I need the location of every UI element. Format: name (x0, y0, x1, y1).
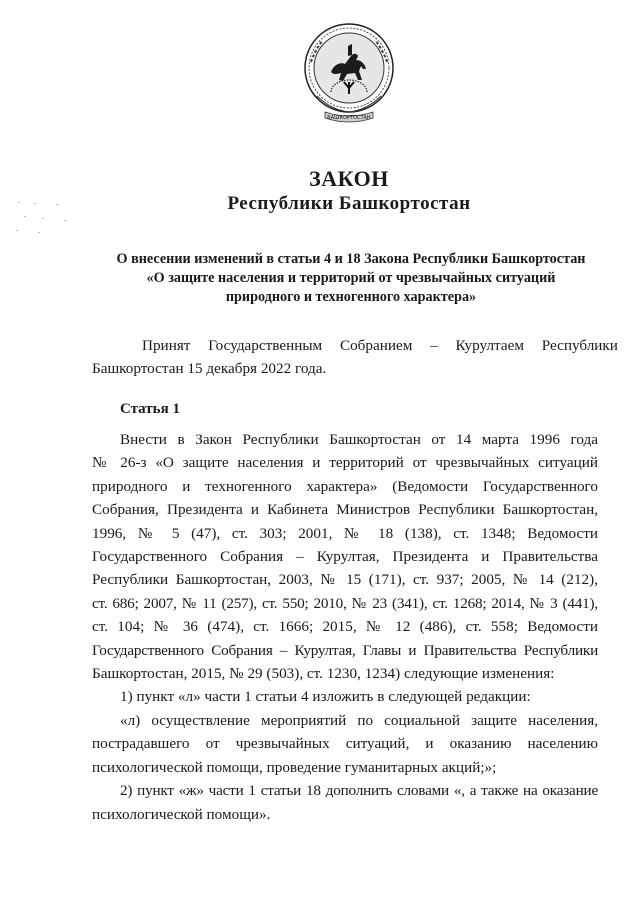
amendment-quote-line: пострадавшего от чрезвычайных ситуаций, и оказанию населению (92, 735, 598, 753)
article-line: ст. 686; 2007, № 11 (257), ст. 550; 2010, № 23 (341), ст. 1268; 2014, № 3 (441), (92, 594, 598, 612)
law-subject-heading (96, 250, 606, 307)
subject-line: О внесении изменений в статьи 4 и 18 Закона Республики Башкортостан (116, 251, 586, 267)
article-line: 1996, № 5 (47), ст. 303; 2001, № 18 (138), ст. 1348; Ведомости (92, 524, 598, 542)
article-line: Башкортостан, 2015, № 29 (503), ст. 1230, 1234) следующие изменения: (92, 665, 555, 683)
article-heading: Статья 1 (120, 401, 180, 417)
adoption-line: Принят Государственным Собранием – Курултаем Республики (142, 337, 618, 354)
document-title: ЗАКОН (309, 166, 389, 191)
article-line: ст. 104; № 36 (474), ст. 1666; 2015, № 12 (486), ст. 558; Ведомости (92, 618, 598, 636)
amendment-quote-line: «л) осуществление мероприятий по социальной защите населения, (120, 711, 598, 729)
amendment-item-continued: психологической помощи». (92, 805, 271, 823)
amendment-item: 1) пункт «л» части 1 статьи 4 изложить в следующей редакции: (120, 688, 531, 706)
article-line: Собрания, Президента и Кабинета Министров Республики Башкортостан, (92, 501, 598, 519)
article-line: № 26-з «О защите населения и территорий от чрезвычайных ситуаций (92, 454, 598, 472)
article-line: Внести в Закон Республики Башкортостан от 14 марта 1996 года (120, 431, 598, 448)
amendment-quote-line: психологической помощи, проведение гуманитарных акций;»; (92, 758, 497, 776)
article-line: природного и техногенного характера» (Ведомости Государственного (92, 477, 598, 495)
article-body (92, 428, 598, 826)
subject-line: «О защите населения и территорий от чрезвычайных ситуаций (146, 270, 556, 286)
article-line: Государственного Собрания – Курултая, Президента и Правительства (92, 548, 598, 566)
adoption-line: Башкортостан 15 декабря 2022 года. (92, 360, 327, 377)
article-line: Республики Башкортостан, 2003, № 15 (171), ст. 937; 2005, № 14 (212), (92, 571, 598, 589)
document-subtitle: Республики Башкортостан (227, 193, 471, 214)
subject-line: природного и техногенного характера» (225, 289, 477, 305)
article-line: Государственного Собрания – Курултая, Главы и Правительства Республики (92, 641, 598, 659)
svg-text:БАШКОРТОСТАН: БАШКОРТОСТАН (327, 115, 371, 121)
amendment-item: 2) пункт «ж» части 1 статьи 18 дополнить словами «, а также на оказание (120, 782, 598, 800)
adoption-statement (92, 334, 618, 380)
bashkortostan-coat-of-arms-icon (301, 22, 397, 124)
